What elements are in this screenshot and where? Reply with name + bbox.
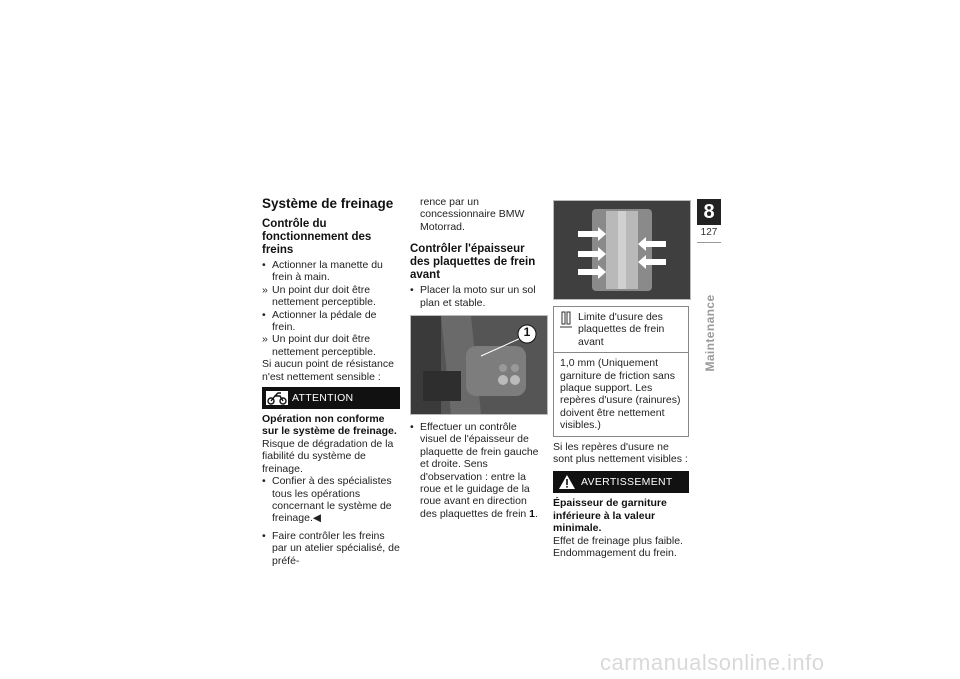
steps-list	[410, 284, 546, 309]
steps-list-2	[262, 475, 400, 567]
bullet-marker: •	[262, 308, 266, 321]
condition-note: Si les repères d'usure ne sont plus nettement visibles :	[553, 440, 688, 466]
step-text-end: .	[535, 507, 538, 520]
result-marker: »	[262, 333, 268, 346]
brake-caliper-photo	[410, 315, 548, 415]
warning-title: Épaisseur de garniture inférieure à la valeur minimale.	[553, 497, 667, 535]
column-2	[410, 196, 546, 520]
list-item	[262, 530, 400, 567]
section-heading-brake-check: Contrôle du fonctionnement des freins	[262, 218, 372, 256]
step-text: Un point dur doit être nettement perceptible.	[272, 283, 376, 309]
chapter-number-badge: 8	[697, 199, 721, 225]
caliper-wear-icon	[560, 311, 572, 329]
list-item	[262, 333, 400, 358]
attention-bar	[262, 387, 400, 409]
motorcycle-damage-icon	[266, 391, 288, 405]
bullet-marker: •	[410, 421, 414, 434]
step-text: Actionner la pédale de frein.	[272, 308, 377, 334]
result-marker: »	[262, 283, 268, 296]
sidebar-divider	[697, 242, 721, 243]
bullet-marker: •	[262, 529, 266, 542]
warning-bar	[553, 471, 689, 493]
section-tab	[703, 294, 717, 372]
list-item	[262, 475, 400, 525]
wear-limit-table	[553, 306, 689, 437]
list-item	[262, 284, 400, 309]
steps-list-2	[410, 421, 546, 520]
column-1	[262, 196, 400, 567]
attention-text: Risque de dégradation de la fiabilité du système de freinage.	[262, 437, 394, 475]
list-item	[410, 284, 546, 309]
bullet-marker: •	[410, 284, 414, 297]
step-text: Un point dur doit être nettement perceptible.	[272, 333, 376, 358]
steps-list	[262, 259, 400, 358]
condition-note: Si aucun point de résistance n'est nettement sensible :	[262, 358, 394, 383]
page-number: 127	[700, 227, 718, 238]
table-header-text: Limite d'usure des plaquettes de frein avant	[578, 311, 665, 348]
watermark-text: carmanualsonline.info	[600, 650, 825, 675]
section-heading-pad-thickness: Contrôler l'épaisseur des plaquettes de frein avant	[410, 243, 536, 282]
continuation-text: rence par un concessionnaire BMW Motorrad.	[420, 196, 525, 233]
table-value: 1,0 mm (Uniquement garniture de friction sans plaque support. Les repères d'usure (rainures) doivent être nettement visibles.)	[560, 357, 681, 432]
warning-text: Effet de freinage plus faible. Endommagement du frein.	[553, 534, 683, 560]
bullet-marker: •	[262, 259, 266, 271]
page-heading: Système de freinage	[262, 196, 394, 211]
step-text: Confier à des spécialistes tous les opérations concernant le système de freinage.◀	[272, 475, 392, 525]
step-text: Faire contrôler les freins par un atelier spécialisé, de préfé-	[272, 529, 400, 567]
step-text: Effectuer un contrôle visuel de l'épaisseur de plaquette de frein gauche et droite. Sens d'observation : entre la roue et le guidage de la roue avant en direction des plaquettes de frein	[420, 421, 539, 520]
warning-label: AVERTISSEMENT	[581, 476, 673, 489]
table-header	[554, 307, 688, 353]
warning-triangle-icon	[559, 475, 575, 489]
list-item	[410, 421, 546, 520]
callout-reference: 1	[529, 507, 536, 520]
pad-illustration	[554, 201, 690, 299]
step-text: Actionner la manette du frein à main.	[272, 259, 383, 284]
brake-pad-wear-photo	[553, 200, 691, 300]
column-3	[553, 196, 689, 560]
section-tab-label: Maintenance	[703, 294, 717, 372]
list-item	[262, 259, 400, 284]
step-text: Placer la moto sur un sol plan et stable.	[420, 284, 536, 309]
image-callout-number: 1	[523, 325, 531, 340]
bullet-marker: •	[262, 475, 266, 488]
list-item	[262, 309, 400, 334]
attention-title: Opération non conforme sur le système de freinage.	[262, 413, 397, 438]
attention-label: ATTENTION	[292, 391, 354, 404]
